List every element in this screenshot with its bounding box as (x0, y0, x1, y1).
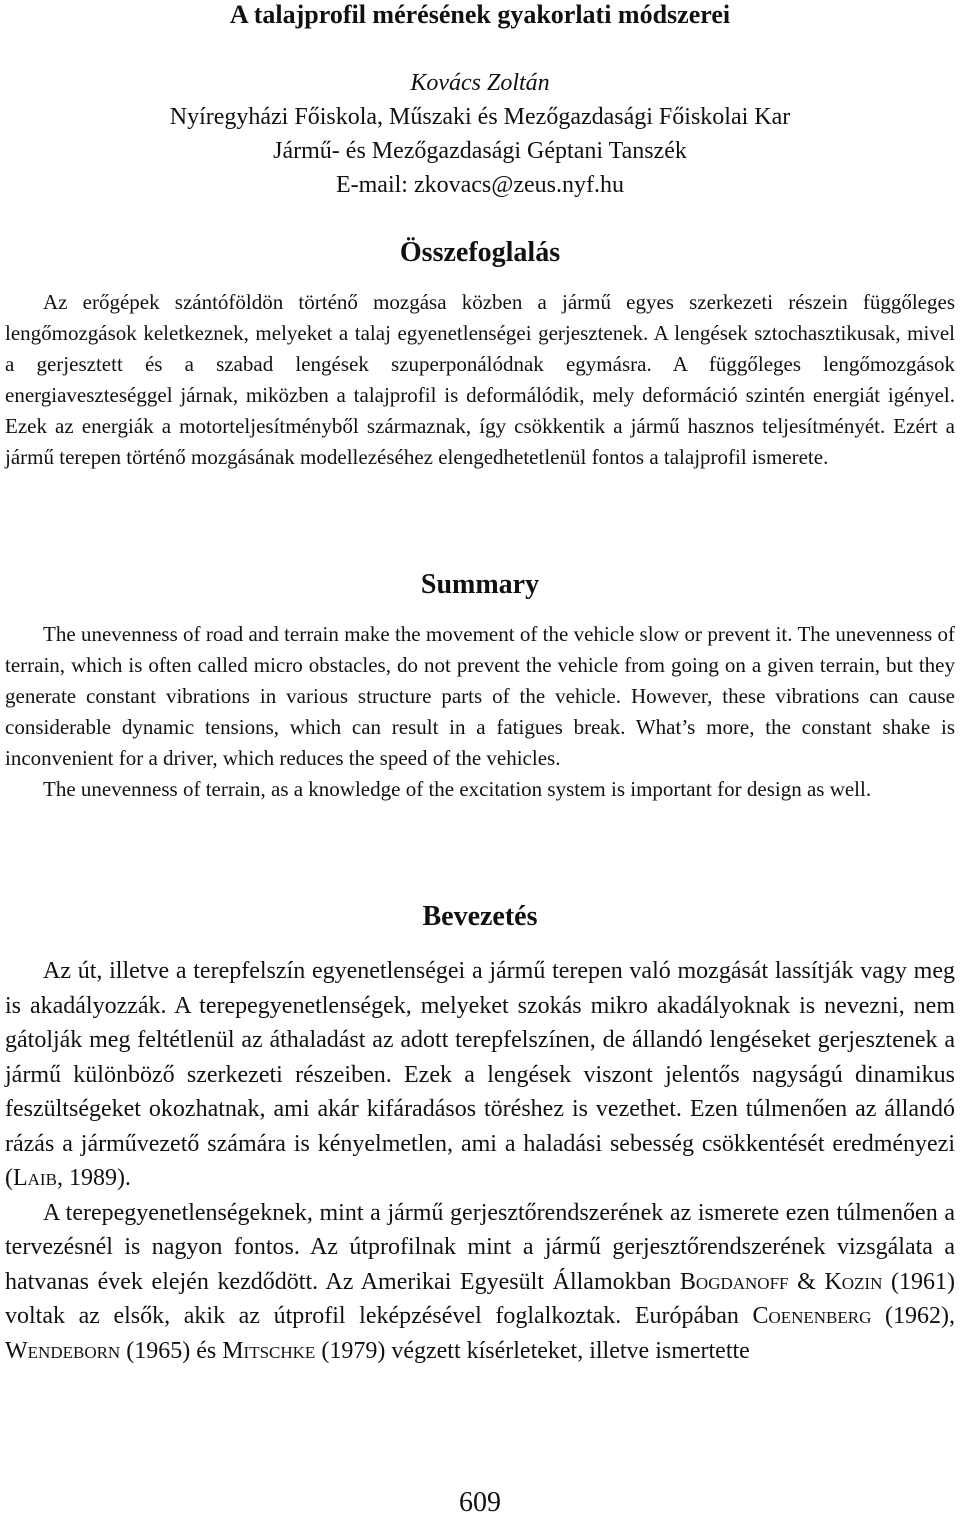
introduction-section (5, 954, 955, 1368)
intro-p1-year: , 1989). (56, 1165, 131, 1191)
abstract-hu-section (5, 287, 955, 473)
intro-p1-text: Az út, illetve a terepfelszín egyenetlenségei a jármű terepen való mozgását lassítják vagy meg is akadályozzák. A terepegyenetlenségek, melyeket szokás mikro akadályoknak is nevezni, nem gátolják meg feltétlenül az áthaladást az adott terepfelszínen, de állandó lengéseket gerjesztenek a jármű különböző szerkezeti részeiben. Ezek a lengések viszont jelentős nagyságú dinamikus feszültségeket okozhatnak, ami akár kifáradásos töréshez is vezethet. Ezen túlmenően az állandó rázás a járművezető számára is kényelmetlen, ami a haladási sebesség csökkentését eredményezi ( (5, 958, 955, 1191)
author-email: E-mail: zkovacs@zeus.nyf.hu (335, 172, 624, 198)
introduction-paragraph-1 (5, 954, 955, 1196)
intro-p2-text-5: (1979) végzett kísérleteket, illetve ismertette (315, 1337, 750, 1364)
summary-paragraph-1: The unevenness of road and terrain make the movement of the vehicle slow or prevent it. The unevenness of terrain, which is often called micro obstacles, do not prevent the vehicle from going on a given terrain, but they generate constant vibrations in various structure parts of the vehicle. However, these vibrations can cause considerable dynamic tensions, which can result in a fatigues break. What’s more, the constant shake is inconvenient for a driver, which reduces the speed of the vehicles. (5, 622, 955, 770)
intro-p2-text-3: (1962), (871, 1303, 955, 1329)
summary-section (5, 619, 955, 805)
intro-p2-text-1: A terepegyenetlenségeknek, mint a jármű gerjesztőrendszerének az ismerete ezen túlmenően a tervezésnél is nagyon fontos. Az útprofilnak mint a jármű gerjesztőrendszerének vizsgálata a hatvanas évek elején kezdődött. Az Amerikai Egyesült Államokban (5, 1199, 955, 1295)
citation-laib: Laib (13, 1165, 57, 1191)
author-block (5, 66, 955, 202)
citation-mitschke: Mitschke (222, 1337, 316, 1364)
paper-title: A talajprofil mérésének gyakorlati módszerei (229, 0, 731, 29)
author-affiliation-2: Jármű- és Mezőgazdasági Géptani Tanszék (273, 138, 687, 164)
citation-wendeborn: Wendeborn (5, 1337, 121, 1364)
citation-bogdanoff: Bogdanoff (679, 1268, 789, 1295)
summary-heading: Summary (420, 569, 540, 600)
author-name: Kovács Zoltán (410, 70, 550, 96)
introduction-paragraph-2 (5, 1196, 955, 1369)
summary-paragraph-2: The unevenness of terrain, as a knowledge of the excitation system is important for design as well. (43, 777, 872, 801)
intro-p2-amp: & (788, 1268, 825, 1295)
page-number: 609 (459, 1487, 501, 1518)
intro-p2-text-4: (1965) és (120, 1337, 223, 1364)
citation-kozin: Kozin (824, 1268, 883, 1295)
abstract-hu-heading: Összefoglalás (399, 237, 561, 268)
abstract-hu-paragraph: Az erőgépek szántóföldön történő mozgása közben a jármű egyes szerkezeti részein függőleges lengőmozgások keletkeznek, melyeket a talaj egyenetlenségei gerjesztenek. A lengések sztochasztikusak, mivel a gerjesztett és a szabad lengések szuperponálódnak egymásra. A függőleges lengőmozgások energiaveszteséggel járnak, miközben a talajprofil is deformálódik, mely deformáció szintén energiát igényel. Ezek az energiák a motorteljesítményből származnak, így csökkentik a jármű hasznos teljesítményét. Ezért a jármű terepen történő mozgásának modellezéséhez elengedhetetlenül fontos a talajprofil ismerete. (5, 290, 955, 469)
citation-coenenberg: Coenenberg (752, 1303, 872, 1329)
intro-p2-text-2: (1961) voltak az elsők, akik az útprofil leképzésével foglalkoztak. Európában (5, 1268, 955, 1329)
introduction-heading: Bevezetés (422, 901, 538, 932)
author-affiliation-1: Nyíregyházi Főiskola, Műszaki és Mezőgazdasági Főiskolai Kar (169, 104, 791, 130)
